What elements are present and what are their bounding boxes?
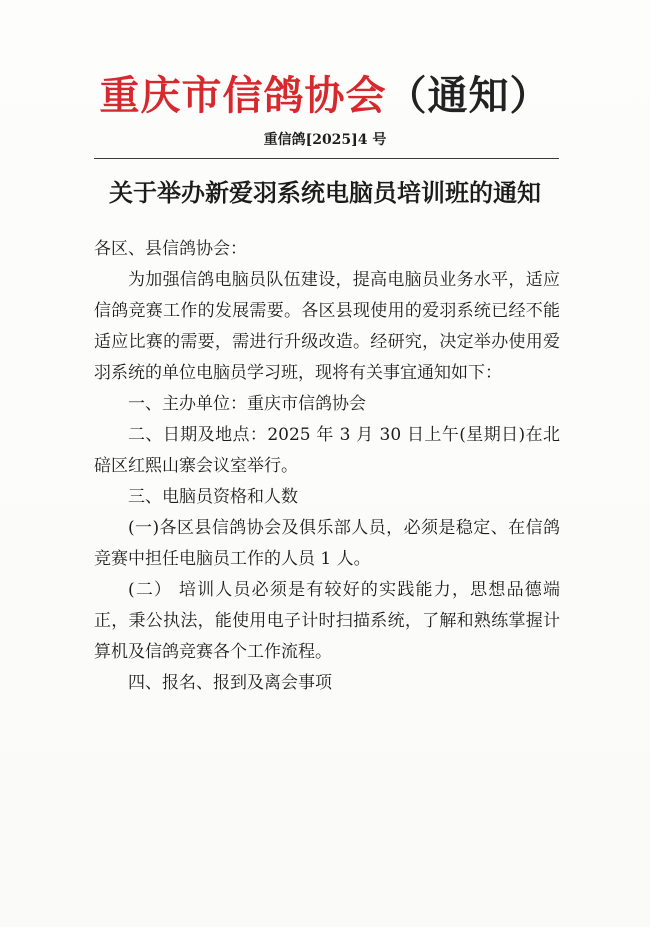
- paragraph-qualification-heading: 三、电脑员资格和人数: [128, 487, 298, 507]
- notice-title: 关于举办新爱羽系统电脑员培训班的通知: [109, 179, 541, 207]
- paragraph-organizer: 一、主办单位：重庆市信鸽协会: [128, 394, 366, 414]
- paragraph-qualification-1: (一)各区县信鸽协会及俱乐部人员，必须是稳定、在信鸽竞赛中担任电脑员工作的人员 1 人。: [94, 518, 560, 569]
- document-number: 重信鸽[2025]4 号: [263, 132, 387, 148]
- document-header: [0, 68, 650, 124]
- header-divider: [94, 158, 559, 159]
- organization-name: 重庆市信鸽协会: [99, 73, 387, 119]
- paragraph-date-location: 二、日期及地点：2025 年 3 月 30 日上午(星期日)在北碚区红熙山寨会议室举行。: [94, 425, 560, 476]
- notice-body: [94, 234, 560, 699]
- paragraph-qualification-2: (二） 培训人员必须是有较好的实践能力，思想品德端正，秉公执法，能使用电子计时扫描系统，了解和熟练掌握计算机及信鸽竞赛各个工作流程。: [94, 580, 560, 662]
- paragraph-registration-heading: 四、报名、报到及离会事项: [128, 673, 332, 693]
- notice-label: （通知）: [386, 73, 551, 119]
- salutation: 各区、县信鸽协会：: [94, 239, 247, 259]
- paragraph-intro: 为加强信鸽电脑员队伍建设，提高电脑员业务水平，适应信鸽竞赛工作的发展需要。各区县现使用的爱羽系统已经不能适应比赛的需要，需进行升级改造。经研究，决定举办使用爱羽系统的单位电脑员学习班，现将有关事宜通知如下：: [94, 270, 560, 383]
